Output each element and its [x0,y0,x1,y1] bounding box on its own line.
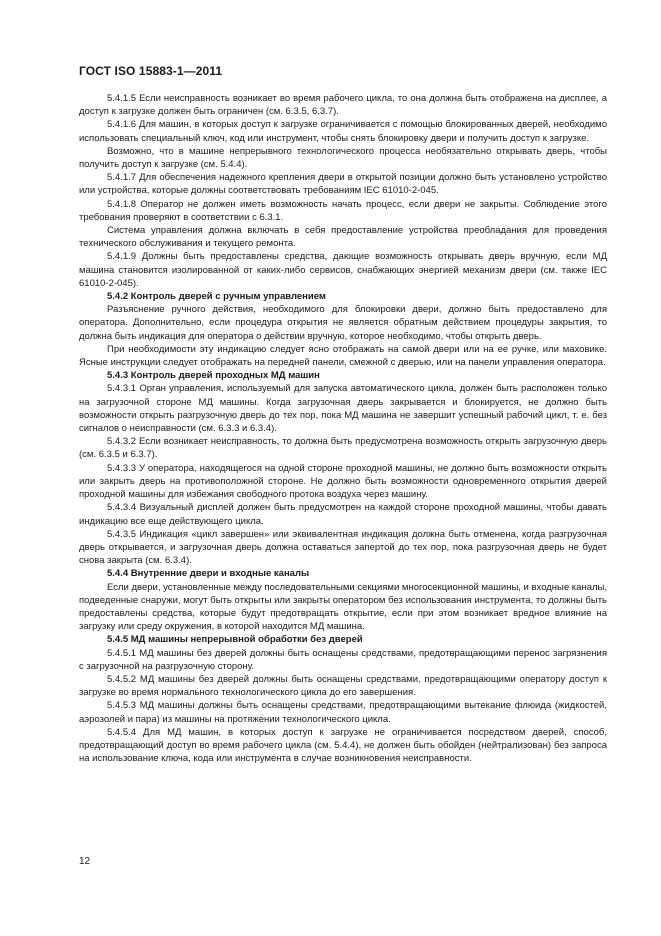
clause-5-4-5-3: 5.4.5.3 МД машины должны быть оснащены средствами, предотвращающими вытекание флюида (жидкостей, аэрозолей и пара) из машины на протяжении технологического цикла. [79,700,607,725]
clause-5-4-3-3: 5.4.3.3 У оператора, находящегося на одной стороне проходной машины, не должно быть возможности открыть или закрыть дверь на противоположной стороне. Не должно быть возможности одновременного открытия дверей проходной машины для избежания свободного протока воздуха через машину. [79,462,607,501]
section-heading-5-4-4: 5.4.4 Внутренние двери и входные каналы [107,568,310,580]
page-number: 12 [79,856,91,867]
clause-5-4-3-4: 5.4.3.4 Визуальный дисплей должен быть предусмотрен на каждой стороне проходной машины, чтобы давать индикацию все еще действующего цикла. [79,502,607,527]
paragraph-override-device: Система управления должна включать в себя предоставление устройства преобладания для проведения технического обслуживания и текущего ремонта. [79,225,607,250]
clause-5-4-1-8: 5.4.1.8 Оператор не должен иметь возможность начать процесс, если двери не закрыты. Соблюдение этого требования проверяют в соответствии с 6.3.1. [79,198,607,223]
paragraph-manual-door-explanation: Разъяснение ручного действия, необходимого для блокировки двери, должно быть предоставлено для оператора. Дополнительно, если процедура открытия не является обратным действием процедуры закрытия, то должна быть индикация для оператора о действии вручную, которое необходимо, чтобы открыть дверь. [79,304,607,342]
standard-header: ГОСТ ISO 15883-1—2011 [79,64,223,78]
paragraph-manual-door-indication: При необходимости эту индикацию следует ясно отображать на самой двери или на ее ручке, или маховике. Ясные инструкции следует отображать на передней панели, смежной с дверью, или на панели управления оператора. [79,343,607,369]
document-body [79,92,607,765]
section-heading-5-4-3: 5.4.3 Контроль дверей проходных МД машин [107,370,320,382]
paragraph-continuous-process-note: Возможно, что в машине непрерывного технологического процесса необязательно открывать дверь, чтобы получить доступ к загрузке (см. 5.4.4). [79,145,607,171]
clause-5-4-3-5: 5.4.3.5 Индикация «цикл завершен» или эквивалентная индикация должна быть отменена, когда разгрузочная дверь открывается, и загрузочная дверь должна оставаться запертой до тех пор, пока разгрузочная дверь не будет снова закрыта (см. 6.3.4). [79,528,607,567]
clause-5-4-3-2: 5.4.3.2 Если возникает неисправность, то должна быть предусмотрена возможность открыть загрузочную дверь (см. 6.3.5 и 6.3.7). [79,436,607,461]
paragraph-internal-doors: Если двери, установленные между последовательными секциями многосекционной машины, и входные каналы, подведенные снаружи, могут быть открыты или закрыты оператором без использования инструмента, то должны быть предоставлены средства, которые будут предотвращать открытие, если при этом возникает вредное влияние на загрузку или среду окружения, в которой находится МД машина. [79,581,607,633]
section-heading-5-4-2: 5.4.2 Контроль дверей с ручным управлением [107,291,326,303]
clause-5-4-1-7: 5.4.1.7 Для обеспечения надежного крепления двери в открытой позиции должно быть установлено устройство или устройства, которые должны соответствовать требованиям IEC 61010-2-045. [79,172,607,197]
clause-5-4-5-2: 5.4.5.2 МД машины без дверей должны быть оснащены средствами, предотвращающими оператору доступ к загрузке во время нормального технологического цикла до его завершения. [79,673,607,699]
clause-5-4-1-9: 5.4.1.9 Должны быть предоставлены средства, дающие возможность открывать дверь вручную, если МД машина становится изолированной от каких-либо сервисов, снабжающих энергией механизм двери (см. также IEC 61010-2-045). [79,251,607,289]
section-heading-5-4-5: 5.4.5 МД машины непрерывной обработки без дверей [107,634,363,646]
clause-5-4-1-5: 5.4.1.5 Если неисправность возникает во время рабочего цикла, то она должна быть отображена на дисплее, а доступ к загрузке должен быть ограничен (см. 6.3.5, 6.3.7). [79,93,607,118]
clause-5-4-5-1: 5.4.5.1 МД машины без дверей должны быть оснащены средствами, предотвращающими перенос загрязнения с загрузочной на разгрузочную сторону. [79,647,607,672]
clause-5-4-1-6: 5.4.1.6 Для машин, в которых доступ к загрузке ограничивается с помощью блокированных дверей, необходимо использовать специальный ключ, код или инструмент, чтобы снять блокировку двери и получить доступ к загрузке. [79,119,607,144]
clause-5-4-5-4: 5.4.5.4 Для МД машин, в которых доступ к загрузке не ограничивается посредством дверей, способ, предотвращающий доступ во время рабочего цикла (см. 5.4.4), не должен быть обойден (нейтрализован) без запроса на использование ключа, кода или инструмента в случае возникновения неисправности. [79,726,607,765]
clause-5-4-3-1: 5.4.3.1 Орган управления, используемый для запуска автоматического цикла, должен быть расположен только на загрузочной стороне МД машины. Когда загрузочная дверь закрывается и блокируется, не должно быть возможности открыть разгрузочную дверь до тех пор, пока МД машина не завершит успешный рабочий цикл, т. е. без сигналов о неисправности (см. 6.3.3 и 6.3.4). [79,383,607,435]
